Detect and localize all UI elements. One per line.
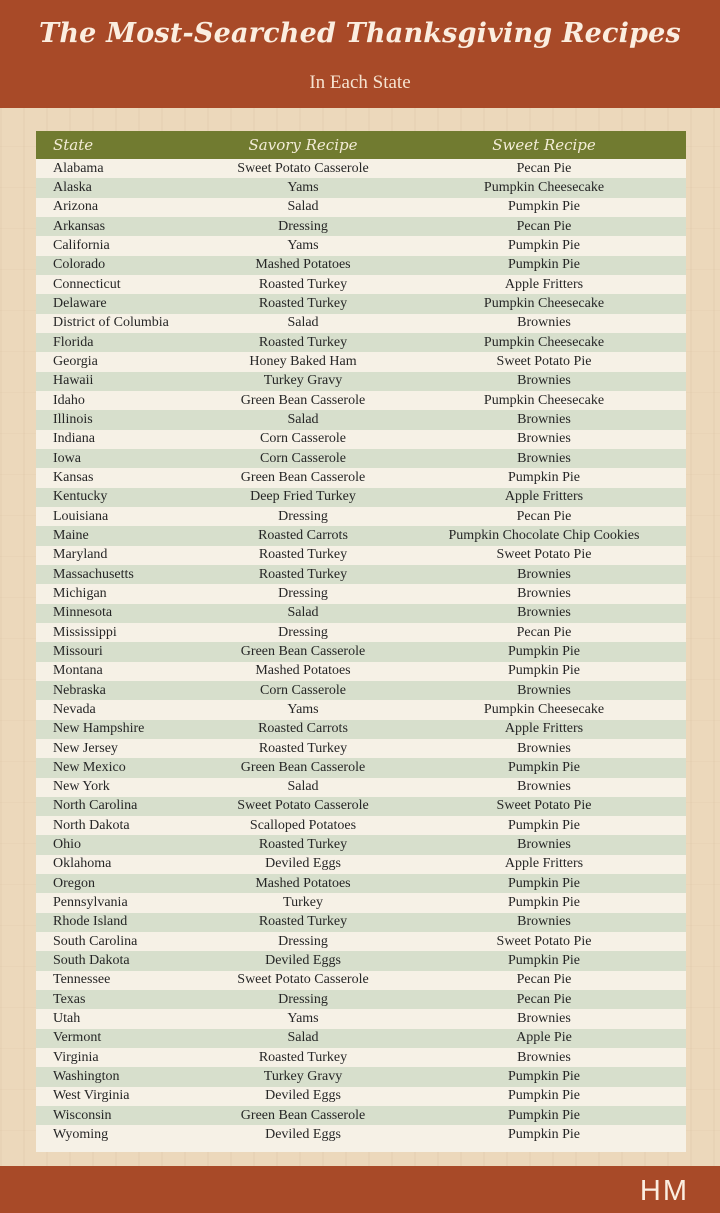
sweet-cell: Brownies [517, 740, 571, 756]
state-cell: Maine [53, 527, 89, 543]
table-row [36, 778, 686, 797]
state-cell: Minnesota [53, 605, 113, 621]
state-cell: Wisconsin [53, 1107, 112, 1123]
table-row [36, 584, 686, 603]
savory-cell: Honey Baked Ham [249, 353, 357, 369]
page-subtitle: In Each State [309, 72, 411, 93]
savory-cell: Deep Fried Turkey [250, 489, 356, 505]
state-cell: Indiana [53, 431, 95, 447]
state-cell: New Mexico [53, 759, 126, 775]
table-row [36, 604, 686, 623]
sweet-cell: Pumpkin Cheesecake [483, 179, 605, 195]
sweet-cell: Apple Fritters [504, 489, 584, 505]
sweet-cell: Sweet Potato Pie [496, 547, 592, 563]
state-cell: Nevada [53, 701, 96, 717]
savory-cell: Yams [287, 1011, 319, 1027]
state-cell: Rhode Island [53, 914, 128, 930]
savory-cell: Salad [287, 605, 319, 621]
state-cell: Maryland [53, 547, 108, 563]
savory-cell: Dressing [278, 933, 328, 949]
table-row [36, 468, 686, 487]
savory-cell: Turkey Gravy [263, 1069, 343, 1085]
state-cell: Wyoming [53, 1127, 109, 1143]
savory-cell: Deviled Eggs [265, 1127, 341, 1143]
table-row [36, 971, 686, 990]
table-row [36, 275, 686, 294]
savory-cell: Corn Casserole [260, 682, 346, 698]
state-cell: North Dakota [53, 817, 130, 833]
sweet-cell: Pumpkin Pie [508, 237, 580, 253]
sweet-cell: Pecan Pie [516, 160, 572, 176]
table-row [36, 256, 686, 275]
table-row [36, 893, 686, 912]
savory-cell: Corn Casserole [260, 431, 346, 447]
sweet-cell: Pumpkin Cheesecake [483, 334, 605, 350]
state-cell: Pennsylvania [53, 895, 128, 911]
state-cell: Iowa [53, 450, 81, 466]
table-row [36, 565, 686, 584]
state-cell: Delaware [53, 295, 107, 311]
savory-cell: Roasted Turkey [258, 740, 348, 756]
savory-cell: Dressing [278, 218, 328, 234]
table-row [36, 526, 686, 545]
sweet-cell: Pecan Pie [516, 218, 572, 234]
sweet-cell: Pecan Pie [516, 624, 572, 640]
sweet-cell: Pumpkin Pie [508, 663, 580, 679]
sweet-cell: Pecan Pie [516, 508, 572, 524]
table-row [36, 507, 686, 526]
savory-cell: Mashed Potatoes [255, 257, 351, 273]
table-row [36, 816, 686, 835]
table-row [36, 913, 686, 932]
savory-cell: Sweet Potato Casserole [237, 160, 369, 176]
sweet-cell: Brownies [517, 837, 571, 853]
sweet-cell: Sweet Potato Pie [496, 353, 592, 369]
state-cell: Mississippi [53, 624, 117, 640]
table-row [36, 1048, 686, 1067]
state-cell: Oregon [53, 875, 95, 891]
sweet-cell: Brownies [517, 605, 571, 621]
savory-cell: Yams [287, 701, 319, 717]
sweet-cell: Brownies [517, 431, 571, 447]
sweet-cell: Pumpkin Pie [508, 469, 580, 485]
state-cell: California [53, 237, 110, 253]
sweet-cell: Pumpkin Pie [508, 953, 580, 969]
savory-cell: Mashed Potatoes [255, 663, 351, 679]
sweet-cell: Brownies [517, 373, 571, 389]
savory-cell: Deviled Eggs [265, 1088, 341, 1104]
state-cell: Montana [53, 663, 103, 679]
savory-cell: Salad [287, 411, 319, 427]
savory-cell: Green Bean Casserole [240, 759, 366, 775]
state-cell: West Virginia [53, 1088, 130, 1104]
table-row [36, 488, 686, 507]
state-cell: Georgia [53, 353, 98, 369]
table-row [36, 1125, 686, 1144]
savory-cell: Dressing [278, 585, 328, 601]
savory-cell: Salad [287, 1030, 319, 1046]
savory-cell: Roasted Turkey [258, 1049, 348, 1065]
savory-cell: Roasted Carrots [258, 527, 348, 543]
sweet-cell: Pumpkin Pie [508, 1069, 580, 1085]
savory-cell: Green Bean Casserole [240, 469, 366, 485]
sweet-cell: Pumpkin Pie [508, 817, 580, 833]
savory-cell: Roasted Turkey [258, 547, 348, 563]
savory-cell: Turkey [283, 895, 323, 911]
table-row [36, 1029, 686, 1048]
sweet-cell: Brownies [517, 779, 571, 795]
sweet-cell: Pumpkin Pie [508, 875, 580, 891]
table-row [36, 372, 686, 391]
table-row [36, 314, 686, 333]
table-row [36, 546, 686, 565]
state-cell: Utah [53, 1011, 81, 1027]
sweet-cell: Pumpkin Pie [508, 257, 580, 273]
table-row [36, 797, 686, 816]
column-header-state: State [53, 136, 94, 154]
table-row [36, 391, 686, 410]
state-cell: Nebraska [53, 682, 106, 698]
state-cell: New Hampshire [53, 721, 145, 737]
state-cell: New Jersey [53, 740, 118, 756]
table-row [36, 333, 686, 352]
savory-cell: Yams [287, 179, 319, 195]
state-cell: New York [53, 779, 110, 795]
table-row [36, 198, 686, 217]
state-cell: Oklahoma [53, 856, 112, 872]
sweet-cell: Pumpkin Cheesecake [483, 701, 605, 717]
table-row [36, 1087, 686, 1106]
savory-cell: Roasted Turkey [258, 566, 348, 582]
sweet-cell: Brownies [517, 411, 571, 427]
table-header [36, 131, 686, 159]
savory-cell: Roasted Turkey [258, 276, 348, 292]
sweet-cell: Apple Fritters [504, 276, 584, 292]
table-row [36, 449, 686, 468]
savory-cell: Roasted Turkey [258, 914, 348, 930]
state-cell: Louisiana [53, 508, 109, 524]
table-row [36, 623, 686, 642]
savory-cell: Dressing [278, 624, 328, 640]
sweet-cell: Pumpkin Pie [508, 643, 580, 659]
state-cell: Hawaii [53, 373, 94, 389]
column-header-savory: Savory Recipe [248, 136, 358, 154]
sweet-cell: Pumpkin Chocolate Chip Cookies [448, 527, 640, 543]
savory-cell: Dressing [278, 991, 328, 1007]
header-banner [0, 0, 720, 108]
page-title: The Most-Searched Thanksgiving Recipes [39, 18, 681, 49]
sweet-cell: Pecan Pie [516, 972, 572, 988]
savory-cell: Dressing [278, 508, 328, 524]
savory-cell: Deviled Eggs [265, 953, 341, 969]
sweet-cell: Pumpkin Pie [508, 1107, 580, 1123]
state-cell: Washington [53, 1069, 120, 1085]
table-body [36, 159, 686, 1145]
state-cell: Florida [53, 334, 94, 350]
table-row [36, 758, 686, 777]
savory-cell: Turkey Gravy [263, 373, 343, 389]
state-cell: Vermont [53, 1030, 102, 1046]
hm-logo: HM [639, 1175, 689, 1207]
table-row [36, 410, 686, 429]
sweet-cell: Brownies [517, 315, 571, 331]
table-row [36, 236, 686, 255]
state-cell: Alabama [53, 160, 104, 176]
sweet-cell: Apple Pie [516, 1030, 572, 1046]
savory-cell: Salad [287, 199, 319, 215]
table-row [36, 739, 686, 758]
sweet-cell: Pumpkin Pie [508, 1088, 580, 1104]
table-row [36, 178, 686, 197]
savory-cell: Salad [287, 315, 319, 331]
state-cell: Illinois [53, 411, 93, 427]
state-cell: Kansas [53, 469, 94, 485]
sweet-cell: Pumpkin Cheesecake [483, 295, 605, 311]
table-row [36, 951, 686, 970]
table-row [36, 681, 686, 700]
table-row [36, 352, 686, 371]
table-row [36, 217, 686, 236]
sweet-cell: Pecan Pie [516, 991, 572, 1007]
state-cell: Virginia [53, 1049, 99, 1065]
table-row [36, 835, 686, 854]
savory-cell: Roasted Carrots [258, 721, 348, 737]
savory-cell: Salad [287, 779, 319, 795]
savory-cell: Roasted Turkey [258, 837, 348, 853]
savory-cell: Scalloped Potatoes [249, 817, 357, 833]
table-row [36, 1067, 686, 1086]
sweet-cell: Pumpkin Pie [508, 759, 580, 775]
state-cell: Missouri [53, 643, 103, 659]
state-cell: Arizona [53, 199, 99, 215]
column-header-sweet: Sweet Recipe [492, 136, 596, 154]
table-row [36, 855, 686, 874]
footer-banner [0, 1166, 720, 1213]
table-row [36, 1009, 686, 1028]
sweet-cell: Apple Fritters [504, 721, 584, 737]
state-cell: Michigan [53, 585, 107, 601]
sweet-cell: Brownies [517, 1011, 571, 1027]
savory-cell: Roasted Turkey [258, 295, 348, 311]
sweet-cell: Sweet Potato Pie [496, 798, 592, 814]
state-cell: Idaho [53, 392, 85, 408]
sweet-cell: Pumpkin Pie [508, 199, 580, 215]
sweet-cell: Brownies [517, 566, 571, 582]
recipes-table [36, 131, 686, 1152]
table-row [36, 932, 686, 951]
sweet-cell: Brownies [517, 682, 571, 698]
savory-cell: Sweet Potato Casserole [237, 798, 369, 814]
state-cell: South Dakota [53, 953, 130, 969]
table-row [36, 720, 686, 739]
savory-cell: Deviled Eggs [265, 856, 341, 872]
state-cell: Alaska [53, 179, 92, 195]
sweet-cell: Sweet Potato Pie [496, 933, 592, 949]
savory-cell: Roasted Turkey [258, 334, 348, 350]
sweet-cell: Brownies [517, 450, 571, 466]
table-row [36, 874, 686, 893]
savory-cell: Green Bean Casserole [240, 643, 366, 659]
state-cell: Texas [53, 991, 86, 1007]
table-row [36, 1106, 686, 1125]
state-cell: Massachusetts [53, 566, 134, 582]
sweet-cell: Apple Fritters [504, 856, 584, 872]
sweet-cell: Pumpkin Pie [508, 1127, 580, 1143]
sweet-cell: Pumpkin Cheesecake [483, 392, 605, 408]
table-row [36, 700, 686, 719]
table-row [36, 642, 686, 661]
sweet-cell: Pumpkin Pie [508, 895, 580, 911]
sweet-cell: Brownies [517, 914, 571, 930]
state-cell: Tennessee [53, 972, 111, 988]
table-row [36, 159, 686, 178]
state-cell: Connecticut [53, 276, 121, 292]
state-cell: Colorado [53, 257, 106, 273]
sweet-cell: Brownies [517, 1049, 571, 1065]
state-cell: South Carolina [53, 933, 138, 949]
savory-cell: Sweet Potato Casserole [237, 972, 369, 988]
savory-cell: Green Bean Casserole [240, 392, 366, 408]
savory-cell: Yams [287, 237, 319, 253]
state-cell: Ohio [53, 837, 81, 853]
state-cell: District of Columbia [53, 315, 169, 331]
sweet-cell: Brownies [517, 585, 571, 601]
table-row [36, 294, 686, 313]
table-row [36, 990, 686, 1009]
savory-cell: Green Bean Casserole [240, 1107, 366, 1123]
savory-cell: Mashed Potatoes [255, 875, 351, 891]
state-cell: Kentucky [53, 489, 108, 505]
savory-cell: Corn Casserole [260, 450, 346, 466]
table-row [36, 430, 686, 449]
state-cell: North Carolina [53, 798, 138, 814]
table-row [36, 662, 686, 681]
state-cell: Arkansas [53, 218, 106, 234]
